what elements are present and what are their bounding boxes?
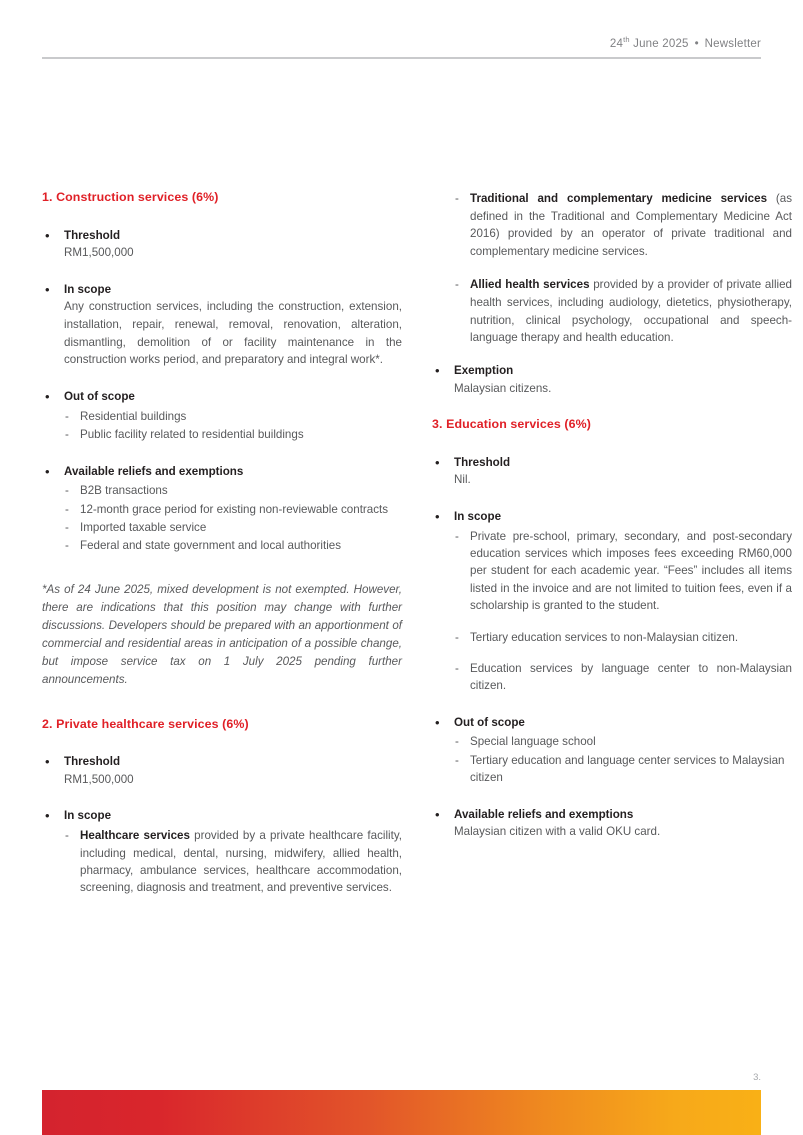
healthcare-services-term: Healthcare services — [80, 829, 190, 843]
content-columns — [0, 190, 803, 917]
section-title-healthcare: 2. Private healthcare services (6%) — [42, 716, 249, 731]
construction-inscope-text: Any construction services, including the construction, extension, installation, repair, renewal, removal, renovation, alteration, dismantling, demolition of or facility maintenance in the construction works period, and preparatory and integral work*. — [64, 300, 402, 367]
list-item: - B2B transactions — [64, 482, 402, 499]
list-item: - Education services by language center to non-Malaysian citizen. — [454, 660, 792, 695]
education-outofscope-bullet — [432, 715, 792, 732]
healthcare-inscope-block — [42, 808, 402, 896]
construction-inscope-label: • In scope — [64, 282, 112, 296]
healthcare-exemption-value: Malaysian citizens. — [454, 381, 552, 395]
header-separator-dot: • — [694, 38, 699, 50]
education-threshold-label: • Threshold — [454, 455, 511, 469]
education-reliefs-label: • Available reliefs and exemptions — [454, 807, 634, 821]
construction-outofscope-label: • Out of scope — [64, 389, 135, 403]
left-column — [42, 190, 402, 917]
education-inscope-bullet — [432, 509, 792, 526]
healthcare-threshold-value: RM1,500,000 — [64, 772, 134, 786]
education-threshold-bullet — [432, 455, 792, 472]
allied-health-desc: provided by a provider of private allied health services, including audiology, dietetics, physiotherapy, nutrition, clinical psychology, occupational and speech-language therapy and health education. — [470, 278, 792, 345]
list-item: - Federal and state government and local authorities — [64, 537, 402, 554]
header-divider-rule — [42, 57, 761, 59]
healthcare-threshold-label: • Threshold — [64, 755, 121, 769]
education-threshold-block — [432, 455, 792, 489]
list-item: - Residential buildings — [64, 408, 402, 425]
traditional-medicine-item — [432, 190, 792, 260]
construction-reliefs-block — [42, 464, 402, 555]
right-column — [432, 190, 792, 917]
healthcare-inscope-label: • In scope — [64, 809, 112, 823]
list-item — [64, 827, 402, 897]
allied-health-term: Allied health services — [470, 278, 590, 292]
list-item: - 12-month grace period for existing non-reviewable contracts — [64, 501, 402, 518]
construction-reliefs-label: • Available reliefs and exemptions — [64, 464, 244, 478]
list-item: - Public facility related to residential buildings — [64, 426, 402, 443]
healthcare-inscope-bullet — [42, 808, 402, 825]
healthcare-exemption-block — [432, 363, 792, 397]
education-outofscope-list — [432, 733, 792, 786]
page-number: 3. — [753, 1072, 761, 1083]
healthcare-services-desc: provided by a private healthcare facility, including medical, dental, nursing, midwifery, allied health, pharmacy, ambulance services, healthcare accommodation, screening, diagnosis and treatment, and preventive services. — [80, 829, 402, 895]
construction-reliefs-bullet — [42, 464, 402, 481]
construction-threshold-bullet — [42, 228, 402, 245]
construction-outofscope-list — [42, 408, 402, 444]
header-date-day: 24 — [609, 38, 624, 50]
education-outofscope-label: • Out of scope — [454, 715, 525, 729]
education-reliefs-value: Malaysian citizen with a valid OKU card. — [454, 825, 661, 839]
healthcare-threshold-block — [42, 754, 402, 788]
construction-footnote: *As of 24 June 2025, mixed development is not exempted. However, there are indications that this position may change with further discussions. Developers should be prepared with an apportionment of commercial and residential areas in anticipation of a possible change, but impose service tax on 1 July 2025 pending further announcements. — [42, 582, 402, 686]
header-date — [609, 35, 689, 50]
page-header — [42, 34, 761, 52]
list-item: - Tertiary education services to non-Malaysian citizen. — [454, 629, 792, 646]
construction-inscope-block — [42, 282, 402, 369]
education-reliefs-bullet — [432, 807, 792, 824]
education-reliefs-block — [432, 807, 792, 841]
traditional-medicine-term: Traditional and complementary medicine services — [470, 192, 768, 205]
education-threshold-value: Nil. — [454, 473, 471, 487]
construction-threshold-block — [42, 228, 402, 262]
construction-reliefs-list — [42, 482, 402, 555]
header-date-month-year: June 2025 — [629, 38, 689, 50]
construction-outofscope-bullet — [42, 389, 402, 406]
footer-gradient-bar — [42, 1090, 761, 1135]
construction-threshold-label: • Threshold — [64, 228, 121, 242]
healthcare-threshold-bullet — [42, 754, 402, 771]
education-inscope-label: • In scope — [454, 509, 502, 523]
healthcare-exemption-bullet — [432, 363, 792, 380]
education-inscope-list — [432, 528, 792, 695]
list-item: - Special language school — [454, 733, 792, 750]
education-outofscope-block — [432, 715, 792, 787]
healthcare-inscope-list — [42, 827, 402, 897]
section-title-education: 3. Education services (6%) — [432, 417, 591, 432]
education-inscope-block — [432, 509, 792, 695]
construction-inscope-bullet — [42, 282, 402, 299]
section-title-construction: 1. Construction services (6%) — [42, 190, 219, 204]
construction-outofscope-block — [42, 389, 402, 444]
healthcare-exemption-label: • Exemption — [454, 363, 514, 377]
construction-threshold-value: RM1,500,000 — [64, 246, 134, 260]
header-label: Newsletter — [704, 38, 761, 50]
list-item: - Tertiary education and language center services to Malaysian citizen — [454, 752, 792, 787]
list-item: - Private pre-school, primary, secondary, and post-secondary education services which imposes fees exceeding RM60,000 per student for each academic year. “Fees” includes all items listed in the invoice and are not limited to tuition fees, even if a scholarship is granted to the student. — [454, 528, 792, 615]
header-date-ordinal: th — [623, 35, 630, 45]
traditional-medicine-desc: (as defined in the Traditional and Complementary Medicine Act 2016) provided by an operator of private traditional and complementary medicine services. — [470, 192, 792, 258]
list-item: - Imported taxable service — [64, 519, 402, 536]
allied-health-item — [432, 276, 792, 346]
